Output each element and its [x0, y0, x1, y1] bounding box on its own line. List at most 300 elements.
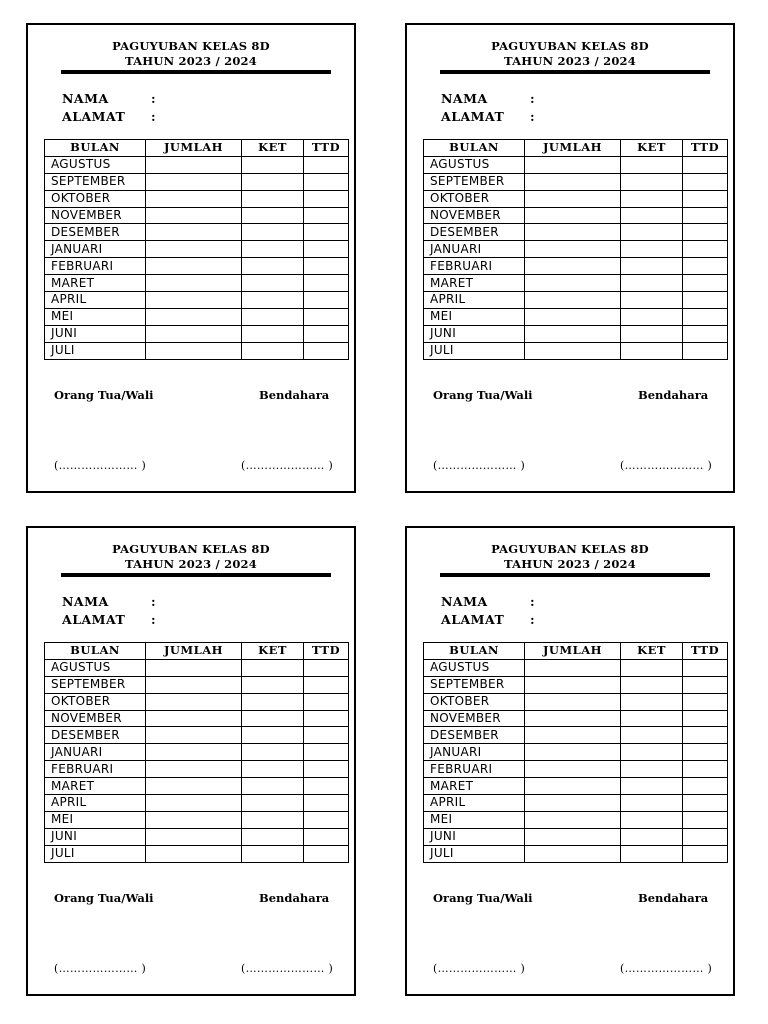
ttd-cell: [683, 845, 728, 862]
ttd-cell: [304, 275, 349, 292]
month-cell: JANUARI: [45, 744, 146, 761]
ket-cell: [621, 325, 683, 342]
title-org: PAGUYUBAN KELAS 8D: [491, 39, 649, 53]
jumlah-cell: [146, 676, 242, 693]
ket-cell: [242, 258, 304, 275]
ket-cell: [621, 659, 683, 676]
col-bulan: BULAN: [424, 643, 525, 660]
ttd-cell: [304, 761, 349, 778]
month-cell: MARET: [424, 275, 525, 292]
ket-cell: [242, 190, 304, 207]
ttd-cell: [304, 676, 349, 693]
ttd-cell: [683, 190, 728, 207]
ket-cell: [621, 744, 683, 761]
ket-cell: [242, 156, 304, 173]
jumlah-cell: [146, 156, 242, 173]
month-cell: OKTOBER: [45, 190, 146, 207]
month-cell: MEI: [45, 308, 146, 325]
table-header-row: [45, 140, 349, 157]
month-cell: MEI: [424, 308, 525, 325]
ket-cell: [621, 207, 683, 224]
table-row: [45, 308, 349, 325]
ket-cell: [242, 325, 304, 342]
ttd-cell: [304, 224, 349, 241]
table-row: [424, 693, 728, 710]
table-row: [45, 828, 349, 845]
ket-cell: [242, 828, 304, 845]
ket-cell: [621, 258, 683, 275]
ttd-cell: [304, 173, 349, 190]
table-row: [45, 325, 349, 342]
jumlah-cell: [146, 342, 242, 359]
table-row: [45, 659, 349, 676]
ttd-cell: [683, 207, 728, 224]
table-row: [424, 828, 728, 845]
jumlah-cell: [146, 275, 242, 292]
jumlah-cell: [525, 173, 621, 190]
ttd-cell: [304, 811, 349, 828]
table-row: [424, 845, 728, 862]
jumlah-cell: [525, 727, 621, 744]
alamat-colon: :: [530, 109, 535, 124]
col-ket: KET: [621, 643, 683, 660]
jumlah-cell: [146, 828, 242, 845]
ket-cell: [621, 845, 683, 862]
table-row: [45, 156, 349, 173]
alamat-label: ALAMAT: [441, 109, 505, 124]
jumlah-cell: [146, 224, 242, 241]
table-row: [45, 845, 349, 862]
table-row: [45, 795, 349, 812]
jumlah-cell: [525, 845, 621, 862]
ttd-cell: [683, 727, 728, 744]
payment-card: [26, 23, 356, 493]
table-row: [424, 761, 728, 778]
signer-treasurer-label: Bendahara: [638, 388, 709, 402]
table-row: [424, 325, 728, 342]
col-bulan: BULAN: [45, 140, 146, 157]
month-cell: JUNI: [45, 828, 146, 845]
table-row: [424, 342, 728, 359]
jumlah-cell: [525, 308, 621, 325]
ket-cell: [242, 845, 304, 862]
ttd-cell: [304, 710, 349, 727]
card-title: [28, 542, 354, 572]
treasurer-signature-line: (………………… ): [620, 962, 713, 975]
ttd-cell: [683, 342, 728, 359]
ttd-cell: [683, 828, 728, 845]
ttd-cell: [683, 224, 728, 241]
ket-cell: [621, 342, 683, 359]
table-row: [424, 676, 728, 693]
table-row: [45, 292, 349, 309]
month-cell: APRIL: [424, 292, 525, 309]
nama-label: NAMA: [441, 91, 488, 106]
ttd-cell: [683, 173, 728, 190]
ttd-cell: [304, 845, 349, 862]
table-row: [45, 727, 349, 744]
jumlah-cell: [146, 693, 242, 710]
month-cell: JULI: [45, 845, 146, 862]
ttd-cell: [683, 710, 728, 727]
ket-cell: [621, 173, 683, 190]
month-cell: FEBRUARI: [424, 761, 525, 778]
title-year: TAHUN 2023 / 2024: [504, 557, 636, 571]
table-row: [424, 292, 728, 309]
title-org: PAGUYUBAN KELAS 8D: [112, 542, 270, 556]
ket-cell: [621, 224, 683, 241]
month-cell: MEI: [424, 811, 525, 828]
ket-cell: [621, 190, 683, 207]
treasurer-signature-line: (………………… ): [241, 962, 334, 975]
jumlah-cell: [525, 292, 621, 309]
signer-treasurer-label: Bendahara: [259, 388, 330, 402]
ket-cell: [621, 727, 683, 744]
table-row: [424, 156, 728, 173]
month-cell: NOVEMBER: [45, 710, 146, 727]
ket-cell: [621, 241, 683, 258]
jumlah-cell: [146, 845, 242, 862]
jumlah-cell: [146, 744, 242, 761]
table-row: [424, 659, 728, 676]
ket-cell: [242, 761, 304, 778]
ket-cell: [242, 173, 304, 190]
ttd-cell: [683, 778, 728, 795]
table-row: [45, 173, 349, 190]
table-row: [45, 342, 349, 359]
col-jumlah: JUMLAH: [146, 643, 242, 660]
month-cell: DESEMBER: [45, 224, 146, 241]
ket-cell: [242, 693, 304, 710]
ket-cell: [242, 744, 304, 761]
parent-signature-line: (………………… ): [433, 962, 526, 975]
month-cell: JANUARI: [424, 744, 525, 761]
title-underline: [61, 70, 331, 74]
table-row: [424, 173, 728, 190]
col-ttd: TTD: [304, 140, 349, 157]
ttd-cell: [304, 828, 349, 845]
month-cell: NOVEMBER: [424, 710, 525, 727]
parent-signature-line: (………………… ): [433, 459, 526, 472]
ket-cell: [242, 207, 304, 224]
month-cell: JULI: [45, 342, 146, 359]
jumlah-cell: [525, 676, 621, 693]
month-cell: FEBRUARI: [45, 258, 146, 275]
ttd-cell: [304, 190, 349, 207]
ket-cell: [242, 795, 304, 812]
ttd-cell: [304, 207, 349, 224]
title-year: TAHUN 2023 / 2024: [504, 54, 636, 68]
month-cell: MARET: [424, 778, 525, 795]
jumlah-cell: [525, 275, 621, 292]
signer-treasurer-label: Bendahara: [638, 891, 709, 905]
jumlah-cell: [525, 761, 621, 778]
nama-label: NAMA: [441, 594, 488, 609]
col-bulan: BULAN: [45, 643, 146, 660]
ket-cell: [242, 308, 304, 325]
col-ket: KET: [242, 643, 304, 660]
month-cell: AGUSTUS: [424, 156, 525, 173]
jumlah-cell: [525, 342, 621, 359]
ttd-cell: [683, 676, 728, 693]
nama-colon: :: [151, 594, 156, 609]
nama-colon: :: [530, 594, 535, 609]
ket-cell: [621, 811, 683, 828]
table-row: [424, 224, 728, 241]
col-ket: KET: [242, 140, 304, 157]
signer-treasurer-label: Bendahara: [259, 891, 330, 905]
alamat-colon: :: [530, 612, 535, 627]
ket-cell: [242, 727, 304, 744]
month-cell: APRIL: [45, 795, 146, 812]
col-bulan: BULAN: [424, 140, 525, 157]
jumlah-cell: [146, 308, 242, 325]
month-cell: MEI: [45, 811, 146, 828]
alamat-label: ALAMAT: [62, 612, 126, 627]
jumlah-cell: [525, 811, 621, 828]
signer-parent-label: Orang Tua/Wali: [54, 891, 154, 905]
title-org: PAGUYUBAN KELAS 8D: [112, 39, 270, 53]
ket-cell: [621, 710, 683, 727]
table-row: [45, 241, 349, 258]
jumlah-cell: [146, 241, 242, 258]
month-cell: NOVEMBER: [424, 207, 525, 224]
ket-cell: [242, 710, 304, 727]
table-row: [45, 710, 349, 727]
ttd-cell: [304, 727, 349, 744]
treasurer-signature-line: (………………… ): [241, 459, 334, 472]
table-row: [45, 207, 349, 224]
jumlah-cell: [525, 828, 621, 845]
month-cell: DESEMBER: [45, 727, 146, 744]
table-header-row: [424, 140, 728, 157]
table-header-row: [424, 643, 728, 660]
ttd-cell: [683, 811, 728, 828]
table-row: [424, 710, 728, 727]
jumlah-cell: [146, 727, 242, 744]
table-row: [45, 744, 349, 761]
alamat-colon: :: [151, 612, 156, 627]
month-cell: JUNI: [45, 325, 146, 342]
ket-cell: [242, 224, 304, 241]
month-cell: SEPTEMBER: [45, 676, 146, 693]
ket-cell: [242, 275, 304, 292]
month-cell: JULI: [424, 845, 525, 862]
ket-cell: [621, 778, 683, 795]
payment-card: [405, 23, 735, 493]
title-year: TAHUN 2023 / 2024: [125, 557, 257, 571]
signer-parent-label: Orang Tua/Wali: [54, 388, 154, 402]
ket-cell: [621, 828, 683, 845]
jumlah-cell: [525, 744, 621, 761]
jumlah-cell: [525, 778, 621, 795]
ket-cell: [242, 292, 304, 309]
month-cell: APRIL: [45, 292, 146, 309]
table-row: [424, 744, 728, 761]
table-row: [424, 727, 728, 744]
table-row: [424, 308, 728, 325]
ttd-cell: [304, 241, 349, 258]
ket-cell: [621, 156, 683, 173]
ttd-cell: [683, 292, 728, 309]
col-ttd: TTD: [683, 140, 728, 157]
alamat-label: ALAMAT: [441, 612, 505, 627]
jumlah-cell: [525, 224, 621, 241]
ttd-cell: [683, 795, 728, 812]
title-underline: [440, 573, 710, 577]
ttd-cell: [683, 693, 728, 710]
col-ttd: TTD: [304, 643, 349, 660]
nama-colon: :: [151, 91, 156, 106]
payment-table: [423, 139, 728, 360]
ket-cell: [242, 811, 304, 828]
ket-cell: [242, 659, 304, 676]
ket-cell: [242, 676, 304, 693]
jumlah-cell: [525, 241, 621, 258]
ttd-cell: [683, 241, 728, 258]
table-row: [45, 693, 349, 710]
ttd-cell: [304, 744, 349, 761]
jumlah-cell: [525, 207, 621, 224]
jumlah-cell: [525, 710, 621, 727]
col-jumlah: JUMLAH: [525, 140, 621, 157]
title-underline: [61, 573, 331, 577]
col-ttd: TTD: [683, 643, 728, 660]
ttd-cell: [304, 325, 349, 342]
ket-cell: [621, 676, 683, 693]
card-title: [407, 542, 733, 572]
jumlah-cell: [525, 156, 621, 173]
ket-cell: [621, 292, 683, 309]
ttd-cell: [304, 156, 349, 173]
ket-cell: [621, 795, 683, 812]
jumlah-cell: [146, 207, 242, 224]
title-org: PAGUYUBAN KELAS 8D: [491, 542, 649, 556]
table-row: [45, 761, 349, 778]
table-row: [45, 676, 349, 693]
ttd-cell: [304, 778, 349, 795]
month-cell: AGUSTUS: [45, 156, 146, 173]
jumlah-cell: [146, 325, 242, 342]
table-header-row: [45, 643, 349, 660]
jumlah-cell: [146, 173, 242, 190]
col-jumlah: JUMLAH: [146, 140, 242, 157]
payment-card: [405, 526, 735, 996]
ttd-cell: [683, 275, 728, 292]
jumlah-cell: [525, 258, 621, 275]
month-cell: JUNI: [424, 828, 525, 845]
ket-cell: [242, 778, 304, 795]
ttd-cell: [683, 308, 728, 325]
month-cell: JANUARI: [424, 241, 525, 258]
table-row: [45, 258, 349, 275]
month-cell: SEPTEMBER: [45, 173, 146, 190]
month-cell: DESEMBER: [424, 224, 525, 241]
month-cell: SEPTEMBER: [424, 676, 525, 693]
ttd-cell: [304, 693, 349, 710]
ket-cell: [242, 241, 304, 258]
month-cell: SEPTEMBER: [424, 173, 525, 190]
alamat-label: ALAMAT: [62, 109, 126, 124]
jumlah-cell: [525, 693, 621, 710]
table-row: [45, 224, 349, 241]
ttd-cell: [683, 325, 728, 342]
alamat-colon: :: [151, 109, 156, 124]
payment-table: [423, 642, 728, 863]
jumlah-cell: [146, 811, 242, 828]
title-underline: [440, 70, 710, 74]
table-row: [424, 207, 728, 224]
jumlah-cell: [146, 190, 242, 207]
jumlah-cell: [146, 710, 242, 727]
month-cell: MARET: [45, 275, 146, 292]
payment-table: [44, 139, 349, 360]
table-row: [424, 190, 728, 207]
month-cell: OKTOBER: [424, 693, 525, 710]
month-cell: AGUSTUS: [424, 659, 525, 676]
ttd-cell: [683, 761, 728, 778]
ket-cell: [621, 761, 683, 778]
ket-cell: [621, 275, 683, 292]
jumlah-cell: [146, 659, 242, 676]
table-row: [424, 241, 728, 258]
jumlah-cell: [146, 258, 242, 275]
table-row: [45, 275, 349, 292]
table-row: [424, 795, 728, 812]
jumlah-cell: [146, 795, 242, 812]
table-row: [424, 275, 728, 292]
table-row: [424, 778, 728, 795]
table-row: [424, 258, 728, 275]
parent-signature-line: (………………… ): [54, 962, 147, 975]
ttd-cell: [304, 308, 349, 325]
month-cell: FEBRUARI: [45, 761, 146, 778]
parent-signature-line: (………………… ): [54, 459, 147, 472]
month-cell: OKTOBER: [45, 693, 146, 710]
jumlah-cell: [525, 795, 621, 812]
ttd-cell: [683, 659, 728, 676]
nama-label: NAMA: [62, 594, 109, 609]
table-row: [45, 811, 349, 828]
month-cell: AGUSTUS: [45, 659, 146, 676]
table-row: [424, 811, 728, 828]
ttd-cell: [304, 292, 349, 309]
jumlah-cell: [525, 659, 621, 676]
jumlah-cell: [525, 190, 621, 207]
payment-table: [44, 642, 349, 863]
ket-cell: [621, 693, 683, 710]
card-title: [28, 39, 354, 69]
jumlah-cell: [525, 325, 621, 342]
month-cell: JUNI: [424, 325, 525, 342]
table-row: [45, 778, 349, 795]
month-cell: JANUARI: [45, 241, 146, 258]
card-title: [407, 39, 733, 69]
month-cell: OKTOBER: [424, 190, 525, 207]
month-cell: MARET: [45, 778, 146, 795]
month-cell: FEBRUARI: [424, 258, 525, 275]
month-cell: JULI: [424, 342, 525, 359]
col-ket: KET: [621, 140, 683, 157]
signer-parent-label: Orang Tua/Wali: [433, 388, 533, 402]
nama-label: NAMA: [62, 91, 109, 106]
ttd-cell: [304, 659, 349, 676]
ttd-cell: [683, 258, 728, 275]
month-cell: NOVEMBER: [45, 207, 146, 224]
ttd-cell: [304, 795, 349, 812]
jumlah-cell: [146, 292, 242, 309]
ket-cell: [242, 342, 304, 359]
